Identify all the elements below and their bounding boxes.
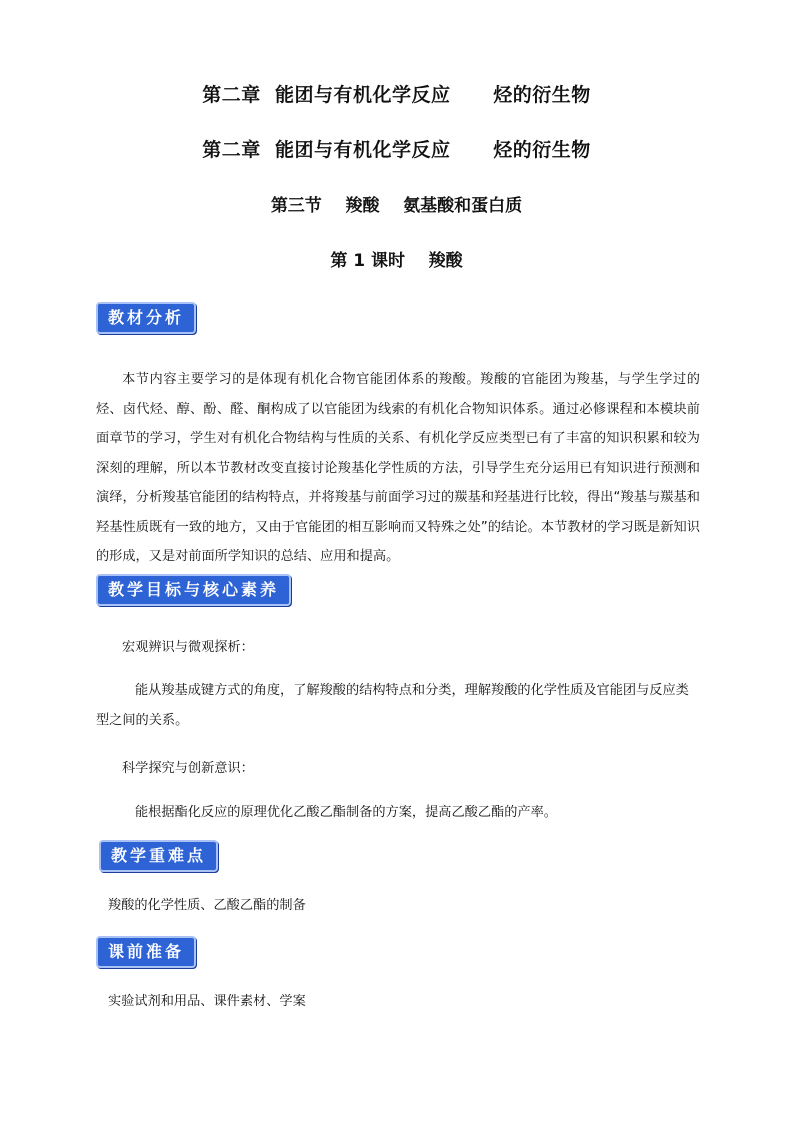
section-title: 第三节 羧酸 氨基酸和蛋白质 <box>270 196 523 216</box>
lesson-title: 第 1 课时 羧酸 <box>330 251 463 271</box>
objective-2-title: 科学探究与创新意识： <box>122 761 254 776</box>
objective-1-title: 宏观辨识与微观探析： <box>122 640 254 655</box>
key-points-badge: 教学重难点 <box>99 840 218 872</box>
analysis-badge: 教材分析 <box>96 302 196 334</box>
objective-1-text: 能从羧基成键方式的角度，了解羧酸的结构特点和分类，理解羧酸的化学性质及官能团与反应类型之间的关系。 <box>96 683 689 728</box>
analysis-paragraph: 本节内容主要学习的是体现有机化合物官能团体系的羧酸。羧酸的官能团为羧基，与学生学过的烃、卤代烃、醇、酚、醛、酮构成了以官能团为线索的有机化合物知识体系。通过必修课程和本模块前面章节的学习，学生对有机化合物结构与性质的关系、有机化学反应类型已有了丰富的知识积累和较为深刻的理解，所以本节教材改变直接讨论羧基化学性质的方法，引导学生充分运用已有知识进行预测和演绎，分析羧基官能团的结构特点，并将羧基与前面学习过的羰基和羟基进行比较，得出“羧基与羰基和羟基性质既有一致的地方，又由于官能团的相互影响而又特殊之处”的结论。本节教材的学习既是新知识的形成，又是对前面所学知识的总结、应用和提高。 <box>96 372 700 564</box>
chapter-title: 第二章 能团与有机化学反应 烃的衍生物 <box>202 84 591 106</box>
objective-2-text: 能根据酯化反应的原理优化乙酸乙酯制备的方案，提高乙酸乙酯的产率。 <box>135 805 557 820</box>
preparation-text: 实验试剂和用品、课件素材、学案 <box>108 994 306 1009</box>
key-points-text: 羧酸的化学性质、乙酸乙酯的制备 <box>108 898 306 913</box>
chapter-title-repeat: 第二章 能团与有机化学反应 烃的衍生物 <box>202 139 591 161</box>
objectives-badge: 教学目标与核心素养 <box>96 574 291 606</box>
preparation-badge: 课前准备 <box>96 936 196 968</box>
